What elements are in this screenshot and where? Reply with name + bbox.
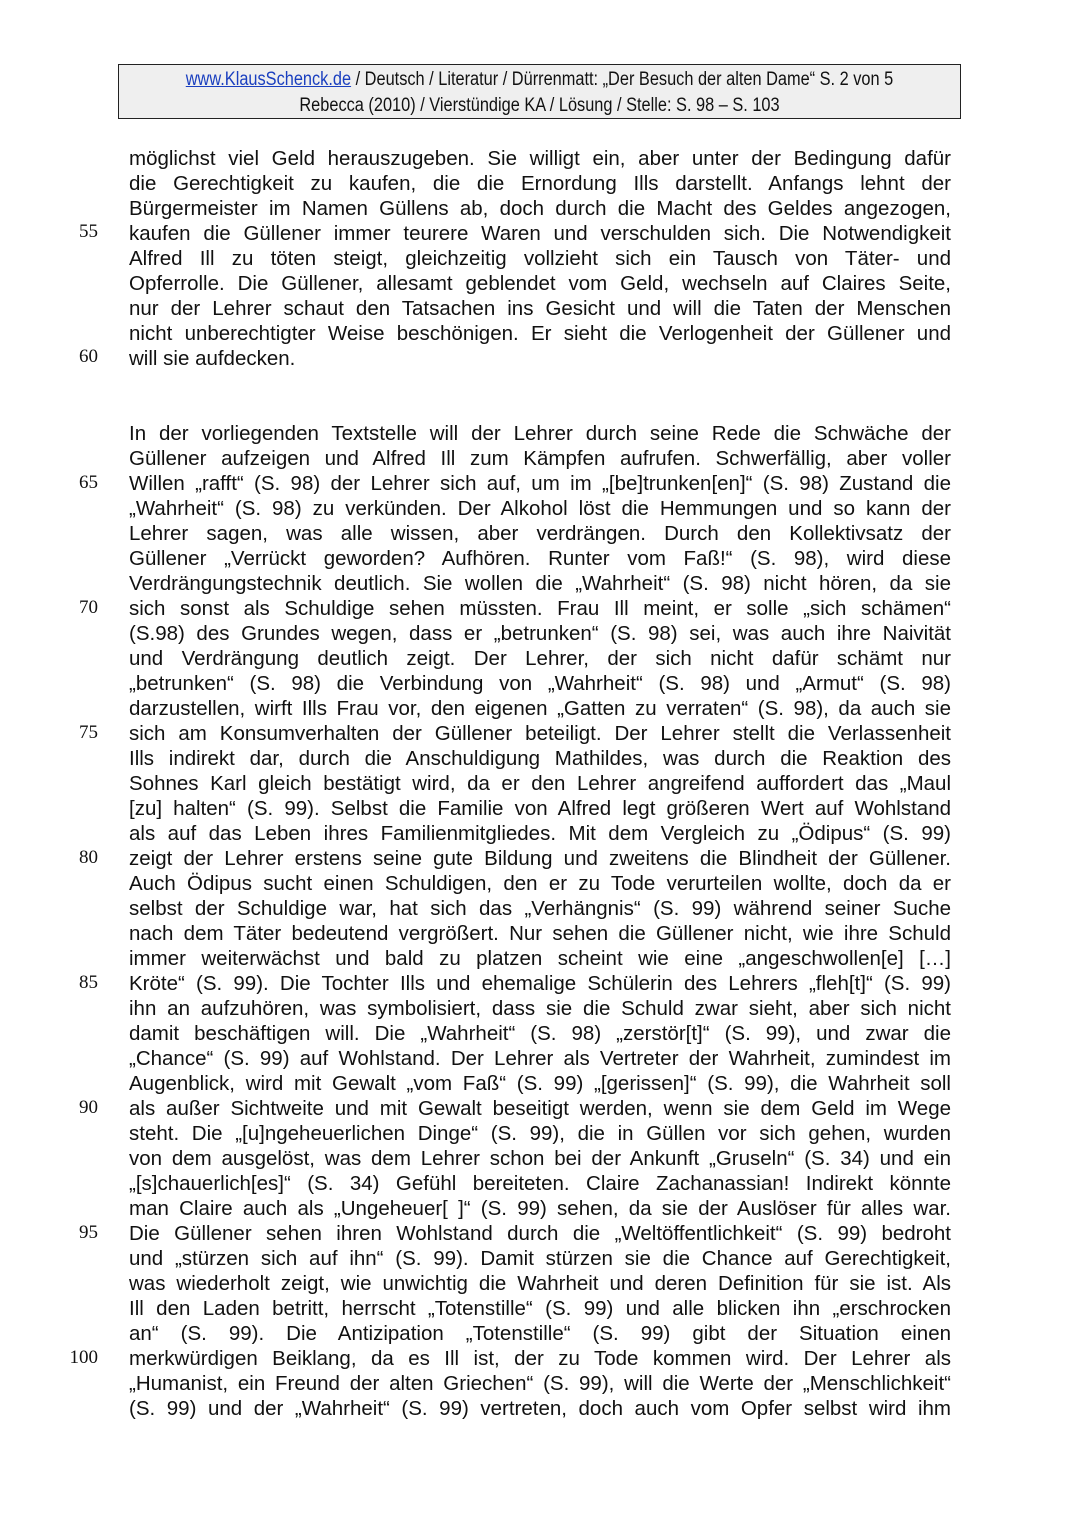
header-title: / Deutsch / Literatur / Dürrenmatt: „Der Besuch der alten Dame“ S. 2 von 5 [351,69,894,90]
text-line: von dem ausgelöst, was dem Lehrer schon bei der Ankunft „Gruseln“ (S. 34) und ein [129,1147,951,1170]
text-line: darzustellen, wirft Ills Frau vor, den eigenen „Gatten zu verraten“ (S. 98), da auch sie [129,697,951,720]
line-number: 60 [79,346,98,367]
line-number: 85 [79,972,98,993]
text-line: „betrunken“ (S. 98) die Verbindung von „Wahrheit“ (S. 98) und „Armut“ (S. 98) [129,672,951,695]
text-line: will sie aufdecken. [129,347,296,370]
line-number: 70 [79,597,98,618]
text-line: ihn an aufzuhören, was symbolisiert, dass sie die Schuld zwar sieht, aber sich nicht [129,997,951,1020]
text-line: [zu] halten“ (S. 99). Selbst die Familie von Alfred legt größeren Wert auf Wohlstand [129,797,951,820]
text-line: Kröte“ (S. 99). Die Tochter Ills und ehemalige Schülerin des Lehrers „fleh[t]“ (S. 99) [129,972,951,995]
text-line: steht. Die „[u]ngeheuerlichen Dinge“ (S. 99), die in Güllen vor sich gehen, wurden [129,1122,951,1145]
text-line: sich am Konsumverhalten der Güllener beteiligt. Der Lehrer stellt die Verlassenheit [129,722,951,745]
website-link[interactable]: www.KlausSchenck.de [185,69,352,90]
text-line: Die Güllener sehen ihren Wohlstand durch die „Weltöffentlichkeit“ (S. 99) bedroht [129,1222,951,1245]
text-line: (S. 99) und der „Wahrheit“ (S. 99) vertreten, doch auch vom Opfer selbst wird ihm [129,1397,951,1420]
text-line: und Verdrängung deutlich zeigt. Der Lehrer, der sich nicht dafür schämt nur [129,647,951,670]
text-line: Auch Ödipus sucht einen Schuldigen, den er zu Tode verurteilen wollte, doch da er [129,872,951,895]
text-line: als außer Sichtweite und mit Gewalt beseitigt werden, wenn sie dem Geld im Wege [129,1097,951,1120]
line-number: 65 [79,472,98,493]
line-number: 90 [79,1097,98,1118]
text-line: selbst der Schuldige war, hat sich das „Verhängnis“ (S. 99) während seiner Suche [129,897,951,920]
text-line: damit beschäftigen will. Die „Wahrheit“ (S. 98) „zerstör[t]“ (S. 99), und zwar die [129,1022,951,1045]
line-number: 80 [79,847,98,868]
text-line: kaufen die Güllener immer teurere Waren und verschulden sich. Die Notwendigkeit [129,222,951,245]
text-line: Ill den Laden betritt, herrscht „Totenstille“ (S. 99) und alle blicken ihn „erschrocken [129,1297,951,1320]
text-line: immer weiterwächst und bald zu platzen scheint wie eine „angeschwollen[e] […] [129,947,951,970]
header-line-2: Rebecca (2010) / Vierstündige KA / Lösung / Stelle: S. 98 – S. 103 [299,95,780,116]
text-line: Alfred Ill zu töten steigt, gleichzeitig vollzieht sich ein Tausch von Täter- und [129,247,951,270]
line-number: 55 [79,221,98,242]
line-number: 95 [79,1222,98,1243]
text-line: Opferrolle. Die Güllener, allesamt geblendet vom Geld, wechseln auf Claires Seite, [129,272,951,295]
text-line: nicht unberechtigter Weise beschönigen. Er sieht die Verlogenheit der Güllener und [129,322,951,345]
text-line: nur der Lehrer schaut den Tatsachen ins Gesicht und will die Taten der Menschen [129,297,951,320]
text-line: Verdrängungstechnik deutlich. Sie wollen die „Wahrheit“ (S. 98) nicht hören, da sie [129,572,951,595]
text-line: In der vorliegenden Textstelle will der Lehrer durch seine Rede die Schwäche der [129,422,951,445]
text-line: (S.98) des Grundes wegen, dass er „betrunken“ (S. 98) sei, was auch ihre Naivität [129,622,951,645]
text-line: „Wahrheit“ (S. 98) zu verkünden. Der Alkohol löst die Hemmungen und so kann der [129,497,951,520]
text-line: „Humanist, ein Freund der alten Griechen“ (S. 99), will die Werte der „Menschlichkeit“ [129,1372,951,1395]
line-number: 100 [69,1347,98,1368]
text-line: Bürgermeister im Namen Güllens ab, doch durch die Macht des Geldes angezogen, [129,197,951,220]
text-line: Ills indirekt dar, durch die Anschuldigung Mathildes, was durch die Reaktion des [129,747,951,770]
text-line: an“ (S. 99). Die Antizipation „Totenstille“ (S. 99) gibt der Situation einen [129,1322,951,1345]
line-number: 75 [79,722,98,743]
text-line: und „stürzen sich auf ihn“ (S. 99). Damit stürzen sie die Chance auf Gerechtigkeit, [129,1247,951,1270]
text-line: Güllener aufzeigen und Alfred Ill zum Kämpfen aufrufen. Schwerfällig, aber voller [129,447,951,470]
text-line: Sohnes Karl gleich bestätigt wird, da er den Lehrer angreifend auffordert das „Maul [129,772,951,795]
text-line: Lehrer sagen, was alle wissen, aber verdrängen. Durch den Kollektivsatz der [129,522,951,545]
page-header [118,64,961,119]
text-line: sich sonst als Schuldige sehen müssten. Frau Ill meint, er solle „sich schämen“ [129,597,951,620]
text-line: Güllener „Verrückt geworden? Aufhören. Runter vom Faß!“ (S. 98), wird diese [129,547,951,570]
text-line: merkwürdigen Beiklang, da es Ill ist, der zu Tode kommen wird. Der Lehrer als [129,1347,951,1370]
header-line-1 [178,67,901,93]
text-line: möglichst viel Geld herauszugeben. Sie willigt ein, aber unter der Bedingung dafür [129,147,951,170]
text-line: zeigt der Lehrer erstens seine gute Bildung und zweitens die Blindheit der Güllener. [129,847,951,870]
text-line: was wiederholt zeigt, wie unwichtig die Wahrheit und deren Definition für sie ist. Als [129,1272,951,1295]
text-line: man Claire auch als „Ungeheuer[ ]“ (S. 99) sehen, da sie der Auslöser für alles war. [129,1197,951,1220]
text-line: Willen „rafft“ (S. 98) der Lehrer sich auf, um im „[be]trunken[en]“ (S. 98) Zustand die [129,472,951,495]
text-line: „Chance“ (S. 99) auf Wohlstand. Der Lehrer als Vertreter der Wahrheit, zumindest im [129,1047,951,1070]
text-line: als auf das Leben ihres Familienmitgliedes. Mit dem Vergleich zu „Ödipus“ (S. 99) [129,822,951,845]
text-line: die Gerechtigkeit zu kaufen, die die Ernordung Ills darstellt. Anfangs lehnt der [129,172,951,195]
text-line: Augenblick, wird mit Gewalt „vom Faß“ (S. 99) „[gerissen]“ (S. 99), die Wahrheit soll [129,1072,951,1095]
text-line: „[s]chauerlich[es]“ (S. 34) Gefühl bereiteten. Claire Zachanassian! Indirekt könnte [129,1172,951,1195]
text-line: nach dem Täter bedeutend vergrößert. Nur sehen die Güllener nicht, wie ihre Schuld [129,922,951,945]
